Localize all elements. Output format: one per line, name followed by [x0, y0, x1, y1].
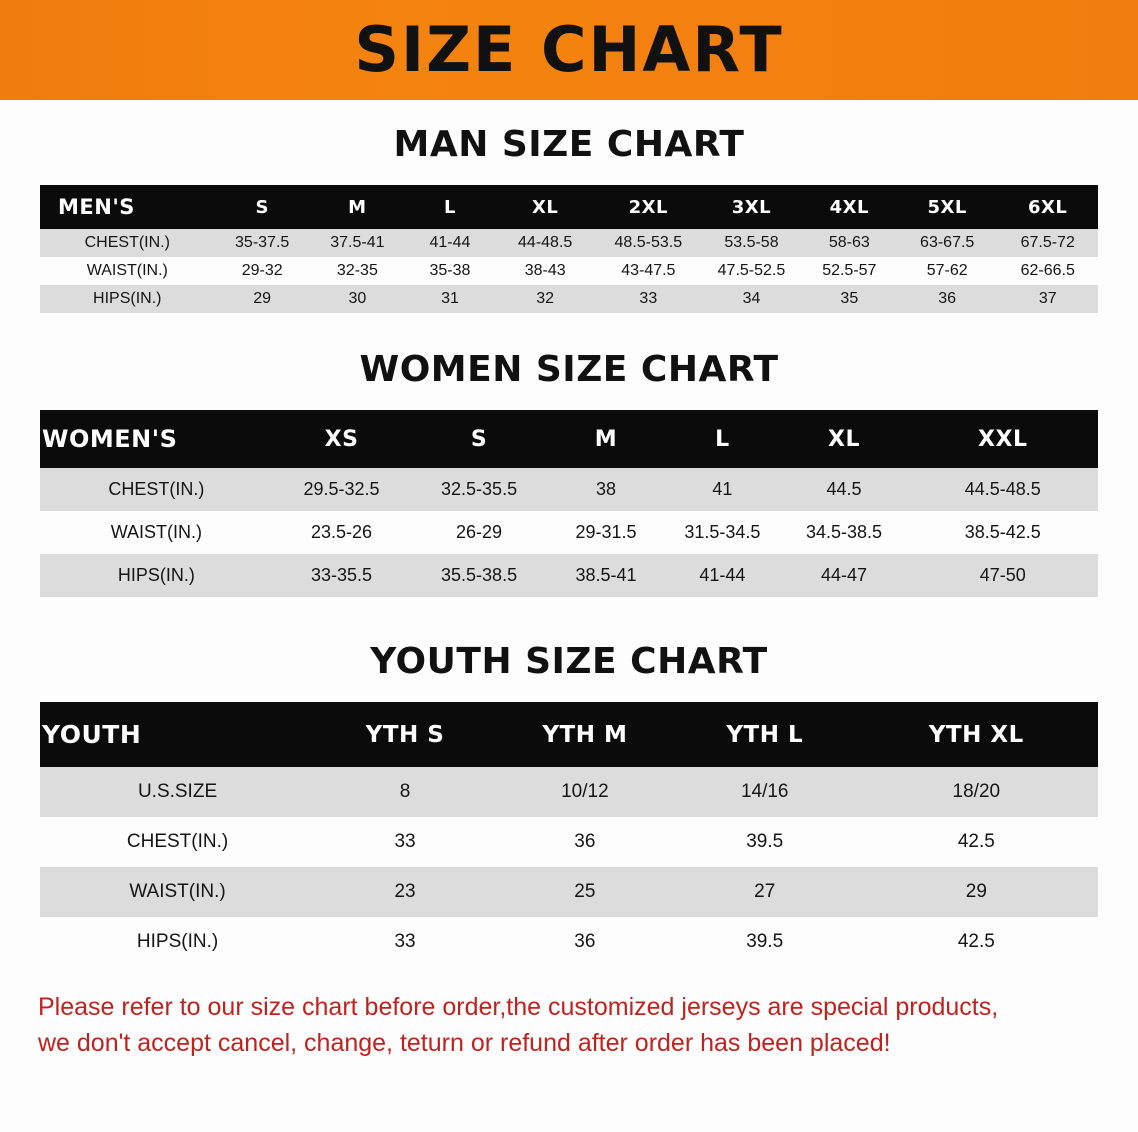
- disclaimer-line-1: Please refer to our size chart before order,the customized jerseys are special products,: [38, 993, 999, 1021]
- column-header: YTH M: [495, 702, 675, 767]
- table-row: [40, 817, 1098, 867]
- column-header: YTH S: [315, 702, 495, 767]
- table-cell: 67.5-72: [997, 229, 1098, 257]
- youth-section-heading: YOUTH SIZE CHART: [370, 641, 768, 682]
- column-header: MEN'S: [40, 185, 215, 229]
- man-table-wrap: [40, 185, 1098, 313]
- table-cell: 26-29: [410, 511, 548, 554]
- column-header: L: [405, 185, 495, 229]
- table-cell: 33-35.5: [273, 554, 411, 597]
- table-cell: 38: [548, 468, 664, 511]
- row-label: HIPS(IN.): [40, 917, 315, 967]
- table-cell: 38.5-41: [548, 554, 664, 597]
- table-cell: 32-35: [310, 257, 405, 285]
- table-cell: 18/20: [855, 767, 1098, 817]
- table-cell: 53.5-58: [701, 229, 802, 257]
- table-cell: 39.5: [675, 817, 855, 867]
- banner: [0, 0, 1138, 100]
- table-row: [40, 554, 1098, 597]
- table-cell: 29: [855, 867, 1098, 917]
- table-cell: 43-47.5: [595, 257, 701, 285]
- table-cell: 31: [405, 285, 495, 313]
- table-cell: 44.5-48.5: [908, 468, 1098, 511]
- table-row: [40, 285, 1098, 313]
- table-cell: 8: [315, 767, 495, 817]
- youth-size-table: [40, 702, 1098, 967]
- column-header: WOMEN'S: [40, 410, 273, 468]
- table-cell: 34: [701, 285, 802, 313]
- table-cell: 38.5-42.5: [908, 511, 1098, 554]
- table-cell: 35.5-38.5: [410, 554, 548, 597]
- table-cell: 42.5: [855, 917, 1098, 967]
- table-cell: 44-48.5: [495, 229, 596, 257]
- column-header: YOUTH: [40, 702, 315, 767]
- table-cell: 29-31.5: [548, 511, 664, 554]
- column-header: XL: [781, 410, 908, 468]
- table-cell: 41-44: [664, 554, 780, 597]
- column-header: 6XL: [997, 185, 1098, 229]
- row-label: WAIST(IN.): [40, 511, 273, 554]
- column-header: YTH L: [675, 702, 855, 767]
- table-cell: 14/16: [675, 767, 855, 817]
- women-section-heading: WOMEN SIZE CHART: [359, 349, 779, 390]
- row-label: CHEST(IN.): [40, 229, 215, 257]
- column-header: XL: [495, 185, 596, 229]
- row-label: WAIST(IN.): [40, 257, 215, 285]
- table-cell: 29.5-32.5: [273, 468, 411, 511]
- table-cell: 57-62: [897, 257, 998, 285]
- table-header-row: [40, 185, 1098, 229]
- column-header: XS: [273, 410, 411, 468]
- table-cell: 10/12: [495, 767, 675, 817]
- table-cell: 41: [664, 468, 780, 511]
- table-cell: 41-44: [405, 229, 495, 257]
- table-cell: 34.5-38.5: [781, 511, 908, 554]
- women-table-wrap: [40, 410, 1098, 597]
- table-cell: 33: [315, 817, 495, 867]
- table-cell: 37.5-41: [310, 229, 405, 257]
- table-cell: 36: [897, 285, 998, 313]
- youth-table-wrap: [40, 702, 1098, 967]
- table-row: [40, 867, 1098, 917]
- table-row: [40, 511, 1098, 554]
- table-cell: 62-66.5: [997, 257, 1098, 285]
- table-cell: 23: [315, 867, 495, 917]
- row-label: U.S.SIZE: [40, 767, 315, 817]
- table-cell: 42.5: [855, 817, 1098, 867]
- table-row: [40, 257, 1098, 285]
- page-title: SIZE CHART: [354, 13, 784, 86]
- table-cell: 31.5-34.5: [664, 511, 780, 554]
- column-header: M: [548, 410, 664, 468]
- table-row: [40, 767, 1098, 817]
- table-cell: 33: [315, 917, 495, 967]
- disclaimer-line-2: we don't accept cancel, change, teturn or refund after order has been placed!: [38, 1029, 891, 1058]
- row-label: HIPS(IN.): [40, 554, 273, 597]
- row-label: WAIST(IN.): [40, 867, 315, 917]
- table-row: [40, 229, 1098, 257]
- table-cell: 35-37.5: [215, 229, 310, 257]
- table-cell: 37: [997, 285, 1098, 313]
- column-header: S: [410, 410, 548, 468]
- column-header: 2XL: [595, 185, 701, 229]
- table-cell: 29-32: [215, 257, 310, 285]
- column-header: 5XL: [897, 185, 998, 229]
- table-cell: 32.5-35.5: [410, 468, 548, 511]
- women-size-table: [40, 410, 1098, 597]
- table-cell: 48.5-53.5: [595, 229, 701, 257]
- column-header: 4XL: [802, 185, 897, 229]
- column-header: 3XL: [701, 185, 802, 229]
- table-cell: 30: [310, 285, 405, 313]
- man-size-table: [40, 185, 1098, 313]
- column-header: M: [310, 185, 405, 229]
- man-section-heading: MAN SIZE CHART: [393, 124, 745, 165]
- table-row: [40, 468, 1098, 511]
- table-cell: 23.5-26: [273, 511, 411, 554]
- table-header-row: [40, 702, 1098, 767]
- table-cell: 35: [802, 285, 897, 313]
- table-cell: 44-47: [781, 554, 908, 597]
- table-cell: 36: [495, 817, 675, 867]
- table-header-row: [40, 410, 1098, 468]
- row-label: CHEST(IN.): [40, 817, 315, 867]
- column-header: YTH XL: [855, 702, 1098, 767]
- table-cell: 35-38: [405, 257, 495, 285]
- table-cell: 44.5: [781, 468, 908, 511]
- column-header: XXL: [908, 410, 1098, 468]
- table-cell: 38-43: [495, 257, 596, 285]
- table-cell: 47-50: [908, 554, 1098, 597]
- table-cell: 39.5: [675, 917, 855, 967]
- row-label: HIPS(IN.): [40, 285, 215, 313]
- table-row: [40, 917, 1098, 967]
- table-cell: 33: [595, 285, 701, 313]
- table-cell: 32: [495, 285, 596, 313]
- table-cell: 58-63: [802, 229, 897, 257]
- column-header: S: [215, 185, 310, 229]
- column-header: L: [664, 410, 780, 468]
- table-cell: 36: [495, 917, 675, 967]
- table-cell: 25: [495, 867, 675, 917]
- table-cell: 29: [215, 285, 310, 313]
- table-cell: 52.5-57: [802, 257, 897, 285]
- table-cell: 47.5-52.5: [701, 257, 802, 285]
- disclaimer-note: [38, 989, 1100, 1062]
- row-label: CHEST(IN.): [40, 468, 273, 511]
- table-cell: 63-67.5: [897, 229, 998, 257]
- table-cell: 27: [675, 867, 855, 917]
